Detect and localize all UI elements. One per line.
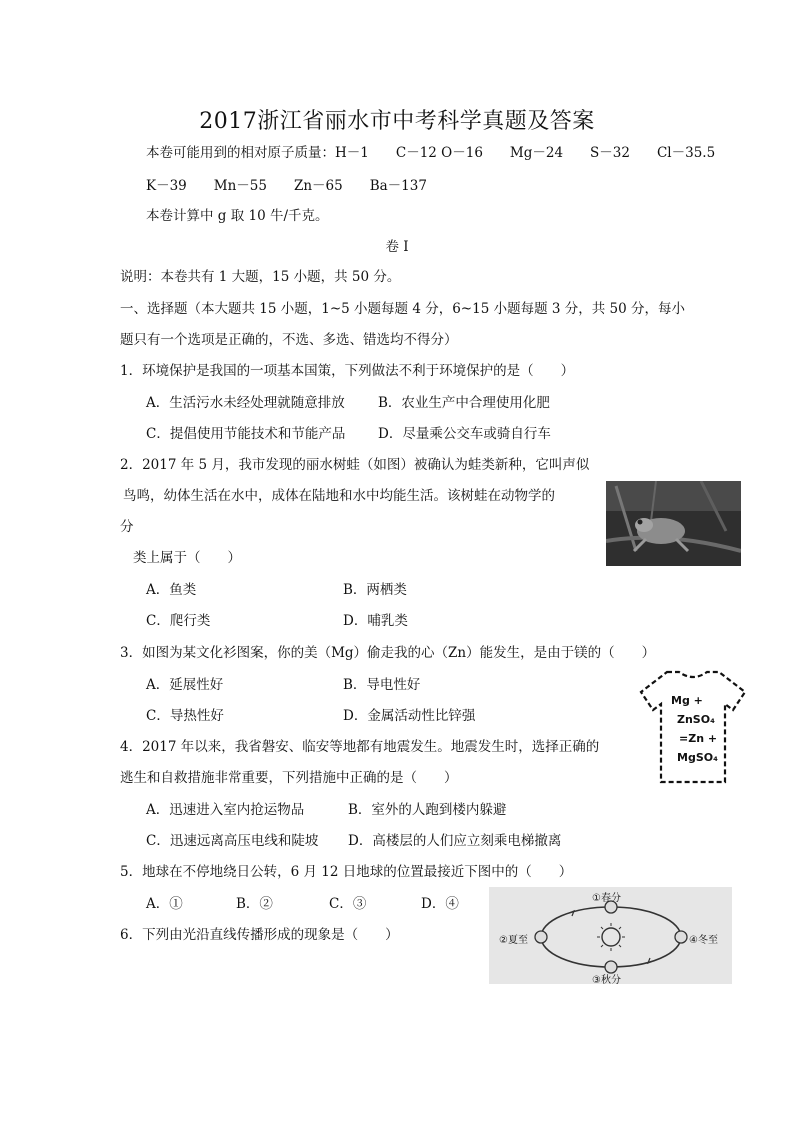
t-shirt-outline [637,668,749,786]
q1-option-d: D．尽量乘公交车或骑自行车 [378,426,551,442]
q3-option-c: C．导热性好 [146,708,224,724]
q5-option-d: D．④ [421,896,459,912]
tree-frog-image [606,481,741,566]
q2-option-d: D．哺乳类 [343,613,408,629]
t-shirt-figure [637,668,749,786]
q6-stem: 6．下列由光沿直线传播形成的现象是（ ） [120,927,399,943]
q5-option-c: C．③ [329,896,367,912]
shirt-text-2: ZnSO₄ [677,713,715,726]
orbit-label-summer: ②夏至 [499,935,528,946]
q4-option-b: B．室外的人跑到楼内躲避 [348,802,507,818]
q1-option-c: C．提倡使用节能技术和节能产品 [146,426,346,442]
q2-stem-line-3: 分 [120,519,134,535]
earth-orbit-figure [489,887,732,984]
q1-stem: 1．环境保护是我国的一项基本国策，下列做法不利于环境保护的是（ ） [120,363,575,379]
shirt-text-4: MgSO₄ [677,751,718,764]
q5-option-b: B．② [236,896,273,912]
shirt-text-1: Mg + [671,694,703,707]
q2-stem-line-4: 类上属于（ ） [133,550,241,566]
orbit-label-winter: ④冬至 [689,935,718,946]
q2-option-c: C．爬行类 [146,613,211,629]
q2-stem-line-2: 鸟鸣，幼体生活在水中，成体在陆地和水中均能生活。该树蛙在动物学的 [123,488,555,504]
q4-option-d: D．高楼层的人们应立刻乘电梯撤离 [348,833,562,849]
tree-frog-photo [606,481,741,566]
q4-option-a: A．迅速进入室内抢运物品 [146,802,305,818]
q5-stem: 5．地球在不停地绕日公转，6 月 12 日地球的位置最接近下图中的（ ） [120,864,573,880]
q3-option-d: D．金属活动性比锌强 [343,708,476,724]
explanation: 说明：本卷共有 1 大题，15 小题，共 50 分。 [120,269,401,285]
q4-option-c: C．迅速远离高压电线和陡坡 [146,833,319,849]
q1-option-b: B．农业生产中合理使用化肥 [378,395,550,411]
q2-stem-line-1: 2．2017 年 5 月，我市发现的丽水树蛙（如图）被确认为蛙类新种，它叫声似 [120,457,590,473]
orbit-label-autumn: ③秋分 [592,975,621,984]
q4-stem-line-1: 4．2017 年以来，我省磐安、临安等地都有地震发生。地震发生时，选择正确的 [120,739,600,755]
q2-option-b: B．两栖类 [343,582,407,598]
q2-option-a: A．鱼类 [146,582,197,598]
q4-stem-line-2: 逃生和自救措施非常重要，下列措施中正确的是（ ） [120,770,458,786]
atomic-mass-line-2: K－39 Mn－55 Zn－65 Ba－137 [146,178,427,194]
page-title: 2017浙江省丽水市中考科学真题及答案 [199,109,595,134]
section-title: 卷 I [385,239,409,255]
q3-option-a: A．延展性好 [146,677,224,693]
orbit-label-spring: ①春分 [592,893,621,904]
part-one-heading-line-1: 一、选择题（本大题共 15 小题，1~5 小题每题 4 分，6~15 小题每题 3 分，共 50 分，每小 [120,301,686,317]
part-one-heading-line-2: 题只有一个选项是正确的，不选、多选、错选均不得分） [120,332,458,348]
q1-option-a: A．生活污水未经处理就随意排放 [146,395,345,411]
q3-stem: 3．如图为某文化衫图案，你的美（Mg）偷走我的心（Zn）能发生，是由于镁的（ ） [120,645,656,661]
q3-option-b: B．导电性好 [343,677,421,693]
q5-option-a: A．① [146,896,183,912]
g-note: 本卷计算中 g 取 10 牛/千克。 [146,208,329,224]
shirt-text-3: =Zn + [679,732,718,745]
atomic-mass-line-1: 本卷可能用到的相对原子质量：H－1 C－12 O－16 Mg－24 S－32 Cl－35.5 [146,145,716,161]
